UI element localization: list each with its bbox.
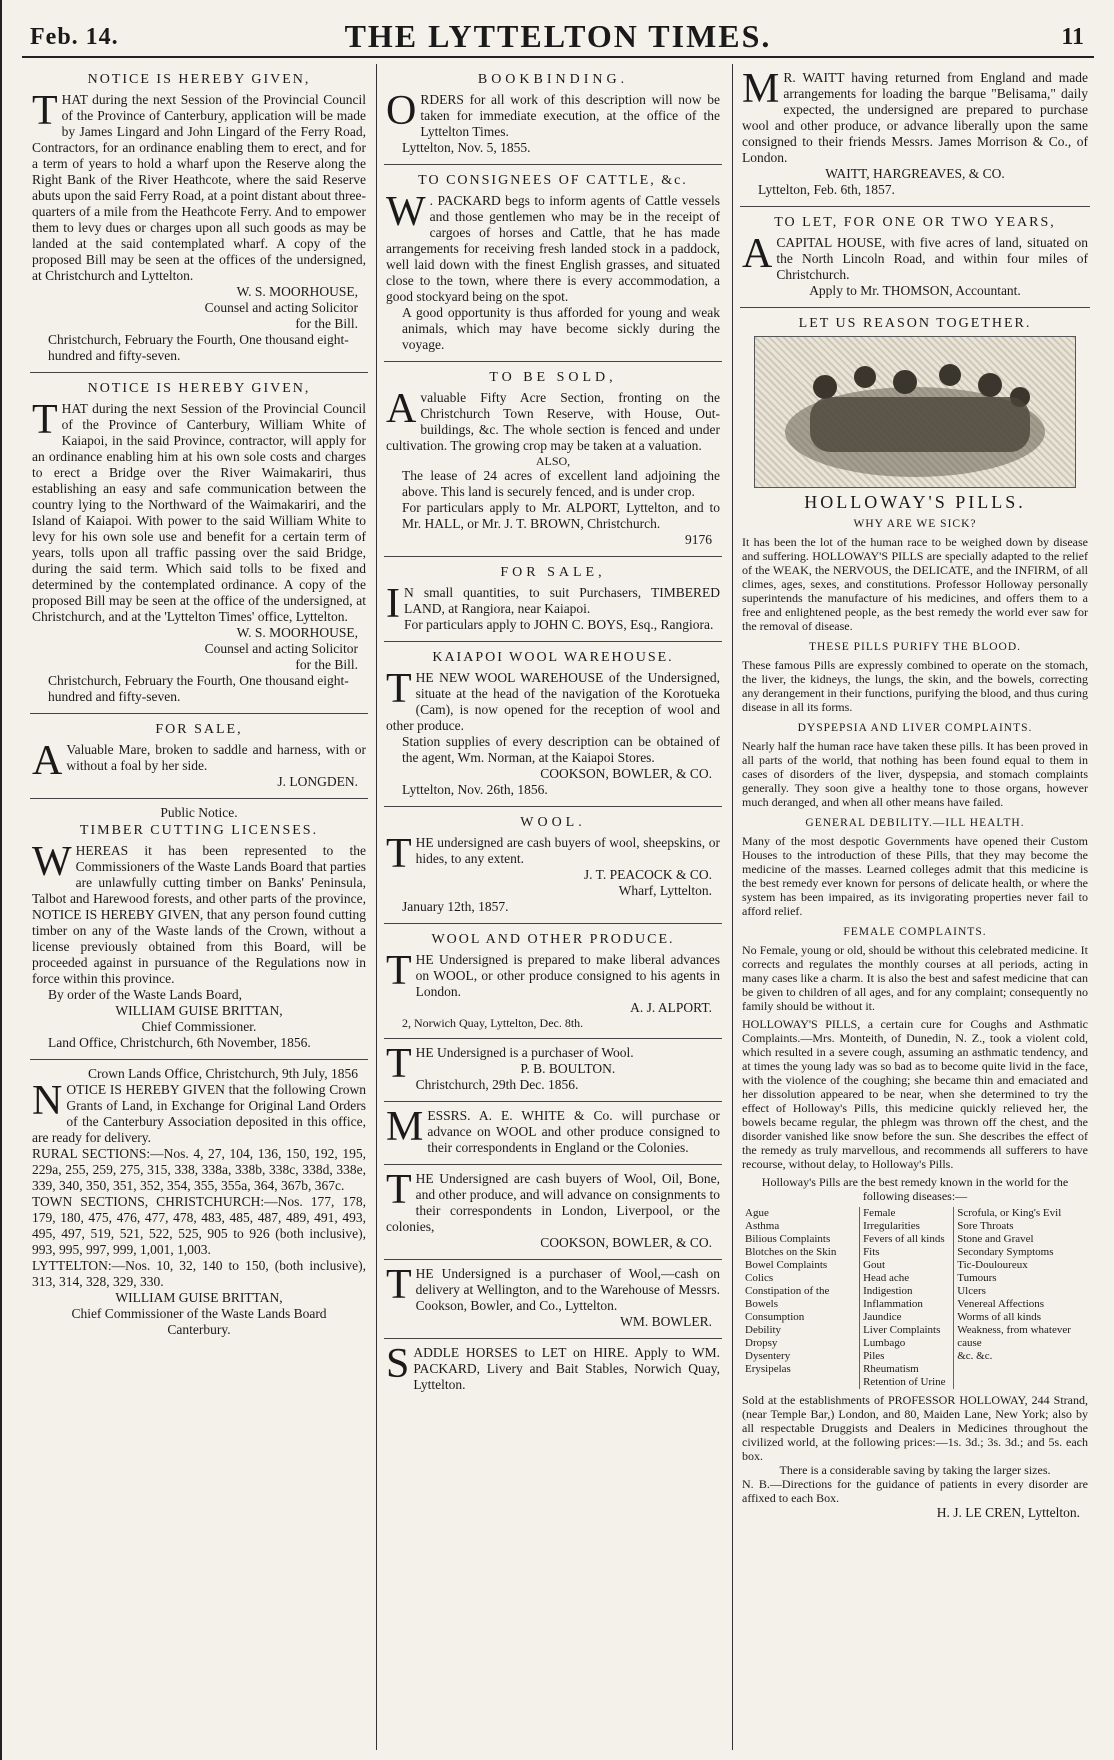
ad-signature: W. S. MOORHOUSE, (236, 625, 358, 640)
directions-note: N. B.—Directions for the guidance of patients in every disorder are affixed to each Box. (742, 1477, 1088, 1505)
disease-item: Rheumatism (863, 1363, 919, 1375)
disease-item: &c. &c. (957, 1350, 993, 1362)
ad-heading: KAIAPOI WOOL WAREHOUSE. (432, 650, 674, 665)
notice-waimakariri-bridge (30, 373, 368, 714)
saving-note: There is a considerable saving by taking the larger sizes. (779, 1463, 1051, 1477)
ad-signature: J. LONGDEN. (277, 774, 358, 789)
ad-signature: P. B. BOULTON. (520, 1061, 616, 1076)
disease-item: Fevers of all kinds (863, 1233, 945, 1245)
drop-cap: W (386, 189, 426, 235)
ad-to-be-sold (384, 362, 722, 557)
ad-saddle-horses (384, 1339, 722, 1401)
ad-consignees-cattle (384, 165, 722, 362)
newspaper-page (22, 14, 1094, 1750)
ad-signature: WILLIAM GUISE BRITTAN, (115, 1003, 283, 1018)
disease-item: Gout (863, 1259, 886, 1271)
ad-signature: COOKSON, BOWLER, & CO. (540, 766, 712, 781)
lyttelton-sections: LYTTELTON:—Nos. 10, 32, 140 to 150, (both inclusive), 313, 314, 328, 329, 330. (32, 1258, 366, 1289)
ad-kaiapoi-wool-warehouse (384, 642, 722, 807)
ad-signature: WM. BOWLER. (620, 1314, 712, 1329)
disease-item: Bilious Complaints (745, 1233, 831, 1245)
ad-signature-role: for the Bill. (295, 657, 358, 672)
drop-cap: A (32, 738, 63, 784)
diseases-column (860, 1207, 954, 1389)
holloway-title: HOLLOWAY'S PILLS. (804, 492, 1026, 512)
drop-cap: O (386, 88, 417, 134)
ad-heading: BOOKBINDING. (477, 72, 629, 87)
crowd-illustration-icon (755, 337, 1075, 487)
ad-heading: WOOL. (520, 815, 586, 830)
section-heading: THESE PILLS PURIFY THE BLOOD. (808, 641, 1022, 653)
ad-dateline: Christchurch, February the Fourth, One thousand eight-hundred and fifty-seven. (48, 332, 349, 363)
ad-signature-title: Counsel and acting Solicitor (204, 300, 358, 315)
section-text: Many of the most despotic Governments have opened their Custom Houses to the introduction of these Pills, that they may become the medicine of the masses. Learned colleges admit that this medicine is the best remedy ever known for persons of delicate health, or where the system has been impaired, as its invigorating properties never fail to afford relief. (742, 834, 1088, 918)
disease-item: Asthma (745, 1220, 780, 1232)
drop-cap: T (386, 1167, 412, 1213)
disease-item: Ague (745, 1207, 769, 1219)
ad-heading: TIMBER CUTTING LICENSES. (79, 823, 319, 838)
ad-heading: FOR SALE, (155, 722, 243, 737)
ad-heading: WOOL AND OTHER PRODUCE. (431, 932, 675, 947)
ad-body: HE NEW WOOL WAREHOUSE of the Undersigned, situate at the head of the navigation of the Korotueka (Cam), is now opened for the reception of wool and other produce. (386, 670, 720, 733)
drop-cap: T (386, 1041, 412, 1087)
ad-signature: H. J. LE CREN, Lyttelton. (936, 1505, 1080, 1520)
ad-body: OTICE IS HEREBY GIVEN that the following Crown Grants of Land, in Exchange for Original Land Orders of the Canterbury Association deposited in this office, are ready for delivery. (32, 1082, 366, 1145)
disease-item: Dropsy (745, 1337, 778, 1349)
ad-heading: NOTICE IS HEREBY GIVEN, (87, 381, 311, 396)
ad-signature-title: Wharf, Lyttelton. (618, 883, 712, 898)
ad-body: valuable Fifty Acre Section, fronting on the Christchurch Town Reserve, with House, Out-buildings, &c. The whole section is fenced and under cultivation. The growing crop may be taken at a valuation. (386, 390, 720, 453)
disease-item: Liver Complaints (863, 1324, 941, 1336)
disease-item: Tic-Douloureux (957, 1259, 1028, 1271)
disease-item: Stone and Gravel (957, 1233, 1034, 1245)
disease-item: Sore Throats (957, 1220, 1014, 1232)
column-1 (30, 64, 368, 1750)
disease-item: Worms of all kinds (957, 1311, 1041, 1323)
ad-paragraph: For particulars apply to JOHN C. BOYS, Esq., Rangiora. (404, 617, 714, 632)
ad-body: HE Undersigned is a purchaser of Wool. (415, 1045, 634, 1060)
ad-paragraph: The lease of 24 acres of excellent land adjoining the above. This land is securely fenced, and is under crop. (402, 468, 720, 499)
page-number: 11 (1061, 24, 1084, 50)
ad-body: ESSRS. A. E. WHITE & Co. will purchase or advance on WOOL and other produce consigned to their correspondents in England or the Colonies. (427, 1108, 720, 1155)
drop-cap: N (32, 1078, 63, 1124)
disease-item: Colics (745, 1272, 774, 1284)
ad-signature: COOKSON, BOWLER, & CO. (540, 1235, 712, 1250)
notice-crown-grants (30, 1060, 368, 1346)
disease-item: Fits (863, 1246, 880, 1258)
diseases-column (742, 1207, 860, 1389)
ad-signature: WILLIAM GUISE BRITTAN, (115, 1290, 283, 1305)
ad-body: R. WAITT having returned from England and made arrangements for loading the barque "Belisama," daily expected, the undersigned are prepared to purchase wool and other produce, or advance liberally upon the same consigned to their friends Messrs. James Morrison & Co., of London. (742, 70, 1088, 165)
ad-signature-title: Chief Commissioner of the Waste Lands Board (71, 1306, 327, 1321)
disease-item: Constipation of the Bowels (745, 1285, 830, 1310)
ad-body: HEREAS it has been represented to the Commissioners of the Waste Lands Board that parties are unlawfully cutting timber on Banks' Peninsula, Talbot and Harewood forests, and other parts of the province, NOTICE IS HEREBY GIVEN, that any person found cutting timber on any of the Waste lands of the Crown, without a license previously obtained from this Board, will be proceeded against in pursuance of the Regulations now in force within this province. (32, 843, 366, 986)
ad-dateline: Lyttelton, Nov. 26th, 1856. (402, 782, 548, 797)
town-sections: TOWN SECTIONS, CHRISTCHURCH:—Nos. 177, 178, 179, 180, 475, 476, 477, 478, 483, 485, 487, 489, 491, 493, 495, 497, 519, 521, 522, 525, 905 to 926 (both inclusive), 993, 995, 997, 999, 1,001, 1,003. (32, 1194, 366, 1257)
ad-heading: TO CONSIGNEES OF CATTLE, &c. (418, 173, 688, 188)
issue-date: Feb. 14. (30, 24, 119, 50)
ad-dateline: Lyttelton, Feb. 6th, 1857. (758, 182, 895, 197)
disease-item: Ulcers (957, 1285, 986, 1297)
ad-dateline: Christchurch, 29th Dec. 1856. (415, 1077, 579, 1092)
rural-sections: RURAL SECTIONS:—Nos. 4, 27, 104, 136, 150, 192, 195, 229a, 255, 259, 275, 315, 338, 338a, 338b, 338c, 338d, 338e, 339, 340, 350, 351, 352, 354, 355, 355a, 364, 367b, 367c. (32, 1146, 366, 1193)
ad-preheading: Crown Lands Office, Christchurch, 9th July, 1856 (88, 1066, 358, 1081)
ad-holloways-pills (740, 308, 1090, 1529)
diseases-column (954, 1207, 1088, 1389)
ad-wm-bowler (384, 1260, 722, 1339)
drop-cap: T (32, 88, 58, 134)
disease-item: Venereal Affections (957, 1298, 1045, 1310)
ad-paragraph: For particulars apply to Mr. ALPORT, Lyttelton, and to Mr. HALL, or Mr. J. T. BROWN, Christchurch. (402, 500, 720, 531)
ad-preheading: Public Notice. (160, 805, 238, 820)
engraving-illustration (754, 336, 1076, 488)
ad-signature: WAITT, HARGREAVES, & CO. (825, 166, 1005, 181)
ad-body: HAT during the next Session of the Provincial Council of the Province of Canterbury, application will be made by James Lingard and John Lingard of the Ferry Road, Contractors, for an ordinance enabling them to erect, and for a term of years to hold a wharf upon the Reserve along the Right Bank of the River Heathcote, where the said Reserve abuts upon the said Ferry Road, at a point distant about three-quarters of a mile from the Heathcote Ferry. And to empower them to levy dues or charges upon all such goods as may be landed at the said contemplated wharf. A copy of the proposed Bill may be seen at the offices of the undersigned, at Christchurch and Lyttelton. (32, 92, 366, 283)
disease-item: Retention of Urine (863, 1376, 946, 1388)
ad-wool-produce-alport (384, 924, 722, 1039)
ad-dateline: Christchurch, February the Fourth, One thousand eight-hundred and fifty-seven. (48, 673, 349, 704)
section-text: These famous Pills are expressly combined to operate on the stomach, the liver, the kidneys, the lungs, the skin, and the bowels, correcting any derangement in their functions, purifying the blood, and thus curing disease in all its forms. (742, 658, 1088, 714)
disease-item: Indigestion (863, 1285, 913, 1297)
notice-ferry-wharf (30, 64, 368, 373)
ad-line: By order of the Waste Lands Board, (48, 987, 242, 1002)
ad-signature-role: for the Bill. (295, 316, 358, 331)
section-text: It has been the lot of the human race to be weighed down by disease and suffering. HOLLOWAY'S PILLS are specially adapted to the relief of the WEAK, the NERVOUS, the DELICATE, and the INFIRM, of all climes, ages, sexes, and constitutions. Professor Holloway personally superintends the manufacture of his medicines, and offers them to a free and enlightened people, as the best remedy the world ever saw for the removal of disease. (742, 535, 1088, 633)
ad-signature-title: Counsel and acting Solicitor (204, 641, 358, 656)
ad-signature: W. S. MOORHOUSE, (236, 284, 358, 299)
ad-body: HE Undersigned is prepared to make liberal advances on WOOL, or other produce consigned to his agents in London. (415, 952, 720, 999)
section-heading: GENERAL DEBILITY.—ILL HEALTH. (805, 817, 1025, 829)
drop-cap: I (386, 581, 400, 627)
ad-wool-peacock (384, 807, 722, 924)
section-heading: FEMALE COMPLAINTS. (843, 926, 987, 938)
disease-item: Tumours (957, 1272, 997, 1284)
column-2 (384, 64, 722, 1750)
ad-heading: NOTICE IS HEREBY GIVEN, (87, 72, 311, 87)
disease-item: Lumbago (863, 1337, 906, 1349)
section-text: Nearly half the human race have taken these pills. It has been proved in all parts of the world, that nothing has been found equal to them in cases of disorders of the liver, dyspepsia, and stomach complaints generally. They soon give a healthy tone to those organs, however much deranged, and when all other means have failed. (742, 739, 1088, 809)
ad-wool-boulton (384, 1039, 722, 1102)
disease-item: Head ache (863, 1272, 910, 1284)
ad-mare-for-sale (30, 714, 368, 799)
ad-body: Valuable Mare, broken to saddle and harness, with or without a foal by her side. (66, 742, 366, 773)
ad-waitt (740, 64, 1090, 207)
sales-info: Sold at the establishments of PROFESSOR HOLLOWAY, 244 Strand, (near Temple Bar,) London, and 80, Maiden Lane, New York; also by all respectable Druggists and Dealers in Medicines throughout the civilized world, at the following prices:—1s. 3d.; 3s. 3d.; and 5s. each box. (742, 1393, 1088, 1463)
ad-also: ALSO, (535, 454, 571, 468)
drop-cap: T (386, 948, 412, 994)
ad-dateline: Land Office, Christchurch, 6th November, 1856. (48, 1035, 311, 1050)
ad-white-co (384, 1102, 722, 1165)
ad-dateline: 2, Norwich Quay, Lyttelton, Dec. 8th. (402, 1016, 584, 1030)
ad-signature-title: Chief Commissioner. (141, 1019, 257, 1034)
disease-item: Jaundice (863, 1311, 902, 1323)
section-heading: WHY ARE WE SICK? (853, 518, 977, 530)
disease-item: Consumption (745, 1311, 805, 1323)
ad-body: HE undersigned are cash buyers of wool, sheepskins, or hides, to any extent. (415, 835, 720, 866)
drop-cap: M (386, 1104, 424, 1150)
ad-heading: TO LET, FOR ONE OR TWO YEARS, (774, 215, 1056, 230)
drop-cap: T (386, 1262, 412, 1308)
left-page-edge (0, 0, 2, 1760)
ad-paragraph: A good opportunity is thus afforded for young and weak animals, which may have become sickly during the voyage. (402, 305, 720, 352)
ad-dateline: Apply to Mr. THOMSON, Accountant. (809, 283, 1021, 298)
ad-dateline: Lyttelton, Nov. 5, 1855. (402, 140, 531, 155)
drop-cap: A (742, 231, 773, 277)
ad-body: . PACKARD begs to inform agents of Cattle vessels and those gentlemen who may be in the receipt of cargoes of horses and Cattle, that he has made arrangements for receiving fresh landed stock in a paddock, well laid down with the finest English grasses, and situated close to the town, where there is every accommodation, a good stockyard being on the spot. (386, 193, 720, 304)
drop-cap: T (386, 831, 412, 877)
disease-item: Female Irregularities (863, 1207, 920, 1232)
ad-body: HAT during the next Session of the Provincial Council of the Province of Canterbury, William White of Kaiapoi, in the said Province, contractor, will apply for an ordinance enabling him at his own sole costs and charges to erect a Bridge over the River Waimakariri, thus establishing an easy and safe communication between the country lying to the Northward of the Waimakariri, and the Island of Kaiapoi. With power to the said William White to levy for his own sole use and benefit for a certain term of years, tolls upon all traffic passing over the said Bridge, during the said term. Which said tolls to be fixed and determined by the contemplated ordinance. A copy of the proposed Bill may be seen at the office of the undersigned, at Christchurch, and at the 'Lyttelton Times' office, Lyttelton. (32, 401, 366, 624)
drop-cap: S (386, 1341, 410, 1387)
disease-item: Secondary Symptoms (957, 1246, 1054, 1258)
section-heading: DYSPEPSIA AND LIVER COMPLAINTS. (797, 722, 1033, 734)
ad-timbered-land (384, 557, 722, 642)
testimonial-text: HOLLOWAY'S PILLS, a certain cure for Coughs and Asthmatic Complaints.—Mrs. Monteith, of Dunedin, N. Z., took a violent cold, which resulted in a severe cough, assuming an asthmatic tendency, and at times the young lady was so bad as to become quite livid in the face, with the violence of the coughing; she became thin and emaciated and her dissolution appeared to be near, when she determined to try the effect of Holloway's Pills, this medicine quickly relieved her, the bowels became regular, the phlegm was thrown off the chest, and the disorder vanished like snow before the sun. She describes the effect of the remedy as truly marvellous, and recommends all sufferers to have recourse, without delay, to Holloway's Pills. (742, 1017, 1088, 1171)
ad-cookson-bowler (384, 1165, 722, 1260)
ad-signature-role: Canterbury. (167, 1322, 231, 1337)
drop-cap: T (32, 397, 58, 443)
ad-heading: TO BE SOLD, (489, 370, 617, 385)
drop-cap: A (386, 386, 417, 432)
ad-dateline: January 12th, 1857. (402, 899, 509, 914)
disease-item: Debility (745, 1324, 782, 1336)
ad-body: RDERS for all work of this description will now be taken for immediate execution, at the office of the Lyttelton Times. (420, 92, 720, 139)
ad-bookbinding (384, 64, 722, 165)
ad-body: HE Undersigned are cash buyers of Wool, Oil, Bone, and other produce, and will advance on consignments to their correspondents in London, Liverpool, or the colonies, (386, 1171, 720, 1234)
disease-item: Erysipelas (745, 1363, 791, 1375)
ad-paragraph: Station supplies of every description can be obtained of the agent, Wm. Norman, at the Kaiapoi Stores. (402, 734, 720, 765)
disease-item: Weakness, from whatever cause (957, 1324, 1071, 1349)
ad-heading: FOR SALE, (500, 565, 606, 580)
ad-body: CAPITAL HOUSE, with five acres of land, situated on the North Lincoln Road, and within four miles of Christchurch. (776, 235, 1088, 282)
ad-body: HE Undersigned is a purchaser of Wool,—cash on delivery at Wellington, and to the Warehouse of Messrs. Cookson, Bowler, and Co., Lyttelton. (415, 1266, 720, 1313)
masthead (22, 14, 1094, 58)
ad-to-let (740, 207, 1090, 308)
disease-item: Inflammation (863, 1298, 923, 1310)
ad-body: N small quantities, to suit Purchasers, TIMBERED LAND, at Rangiora, near Kaiapoi. (404, 585, 720, 616)
diseases-intro: Holloway's Pills are the best remedy known in the world for the following diseases:— (761, 1175, 1069, 1203)
ad-heading: LET US REASON TOGETHER. (798, 316, 1032, 331)
newspaper-title: THE LYTTELTON TIMES. (344, 18, 772, 54)
ad-number: 9176 (685, 532, 712, 547)
drop-cap: W (32, 839, 72, 885)
disease-item: Dysentery (745, 1350, 791, 1362)
disease-item: Piles (863, 1350, 885, 1362)
diseases-table (742, 1207, 1088, 1389)
drop-cap: M (742, 66, 780, 112)
ad-body: ADDLE HORSES to LET on HIRE. Apply to WM. PACKARD, Livery and Bait Stables, Norwich Quay, Lyttelton. (413, 1345, 720, 1392)
ad-signature: J. T. PEACOCK & CO. (583, 867, 712, 882)
disease-item: Blotches on the Skin (745, 1246, 837, 1258)
ad-signature: A. J. ALPORT. (630, 1000, 712, 1015)
notice-timber-licenses (30, 799, 368, 1060)
column-3 (740, 64, 1090, 1750)
drop-cap: T (386, 666, 412, 712)
section-text: No Female, young or old, should be without this celebrated medicine. It corrects and regulates the monthly courses at all periods, acting in many cases like a charm. It is also the best and safest medicine that can be given to children of all ages, and for any complaint; consequently no family should be without it. (742, 943, 1088, 1013)
disease-item: Bowel Complaints (745, 1259, 828, 1271)
disease-item: Scrofula, or King's Evil (957, 1207, 1062, 1219)
